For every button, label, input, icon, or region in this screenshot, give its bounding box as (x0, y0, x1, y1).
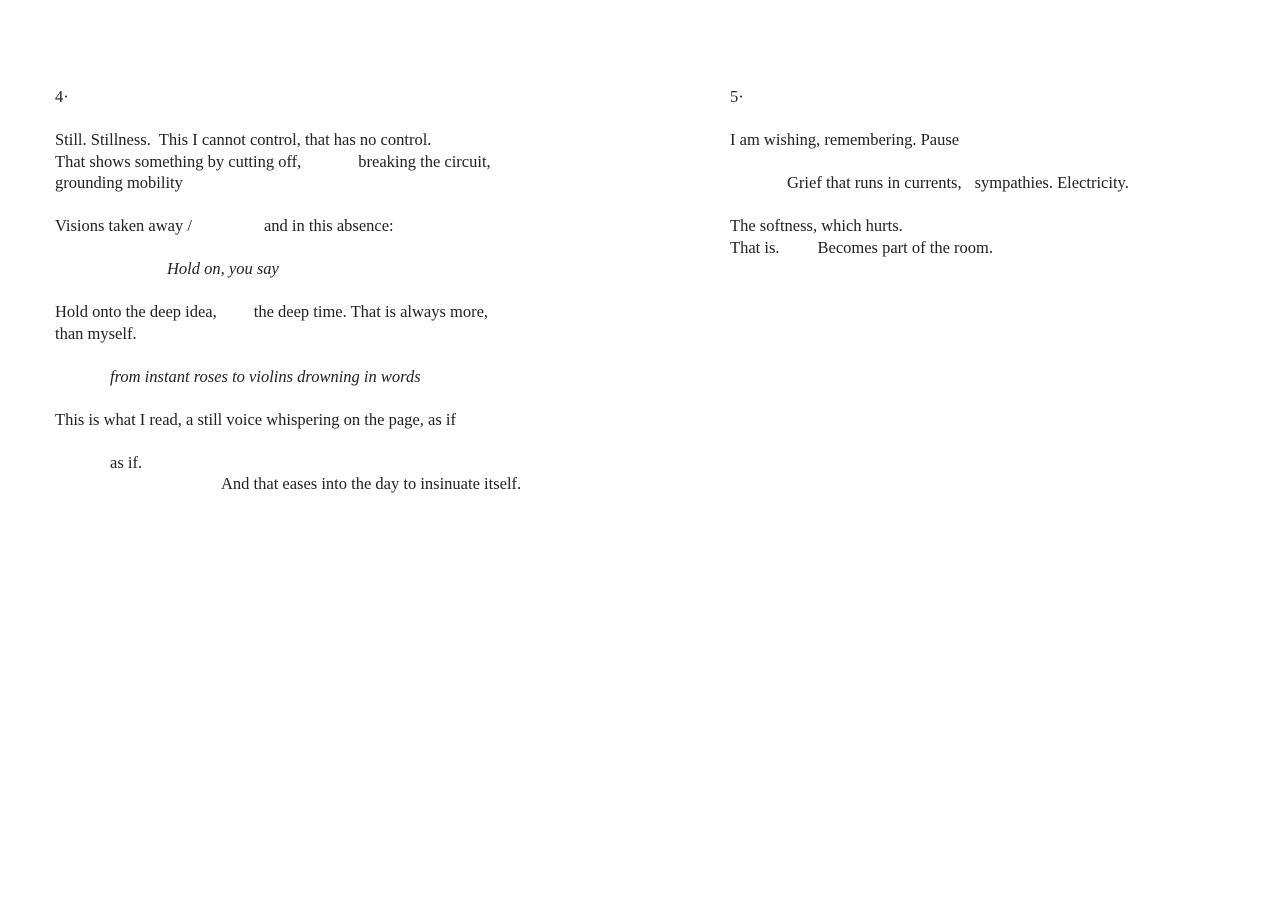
blank-line (730, 108, 1210, 130)
caesura-gap (780, 252, 818, 253)
poem-line-italic (55, 366, 645, 388)
caesura-gap (192, 230, 264, 231)
poem-text: That shows something by cutting off, (55, 151, 302, 171)
poem-line (730, 215, 1210, 237)
poem-line (55, 323, 645, 345)
blank-line (730, 151, 1210, 173)
poem-line (730, 237, 1210, 259)
poem-line (55, 151, 645, 173)
poem-line-italic (55, 258, 645, 280)
poem-line (55, 129, 645, 151)
poem-line (55, 215, 645, 237)
poem-line (55, 301, 645, 323)
poem-text: Grief that runs in currents, (787, 173, 962, 192)
poem-text: as if. (110, 452, 143, 472)
poem-text: The softness, which hurts. (730, 216, 903, 235)
blank-line (55, 108, 645, 130)
blank-line (55, 237, 645, 259)
poem-text: from instant roses to violins drowning in words (110, 366, 421, 386)
poem-line (55, 172, 645, 194)
poem-text: than myself. (55, 323, 137, 343)
page-right (730, 0, 1210, 258)
blank-line (55, 344, 645, 366)
poem-text: Becomes part of the room. (817, 237, 993, 257)
poem-line (55, 473, 645, 495)
poem-text: That is. (730, 237, 780, 257)
caesura-gap (217, 316, 254, 317)
blank-line (55, 194, 645, 216)
poem-text: breaking the circuit, (358, 151, 491, 171)
page-left (55, 0, 645, 495)
poem-text: I am wishing, remembering. Pause (730, 130, 960, 149)
blank-line (55, 387, 645, 409)
section-number: 5· (730, 87, 744, 106)
poem-line (730, 172, 1210, 194)
blank-line (55, 430, 645, 452)
poem-text: Hold on, you say (167, 259, 279, 278)
poem-text: This is what I read, a still voice whispering on the page, as if (55, 409, 456, 429)
poem-line (55, 452, 645, 474)
caesura-gap (962, 187, 975, 188)
poem-line (55, 409, 645, 431)
blank-line (55, 280, 645, 302)
poem-text: sympathies. Electricity. (974, 173, 1129, 192)
caesura-gap (301, 166, 358, 167)
section-number: 4· (55, 87, 69, 106)
poem-text: and in this absence: (263, 216, 394, 235)
poem-text: Hold onto the deep idea, (55, 302, 217, 321)
blank-line (730, 194, 1210, 216)
poem-text: Visions taken away / (55, 216, 192, 235)
poem-line (730, 129, 1210, 151)
poem-text: And that eases into the day to insinuate itself. (221, 474, 522, 493)
poem-text: grounding mobility (55, 173, 183, 192)
poem-text: Still. Stillness. This I cannot control, that has no control. (55, 130, 432, 149)
poem-text: the deep time. That is always more, (253, 302, 489, 321)
